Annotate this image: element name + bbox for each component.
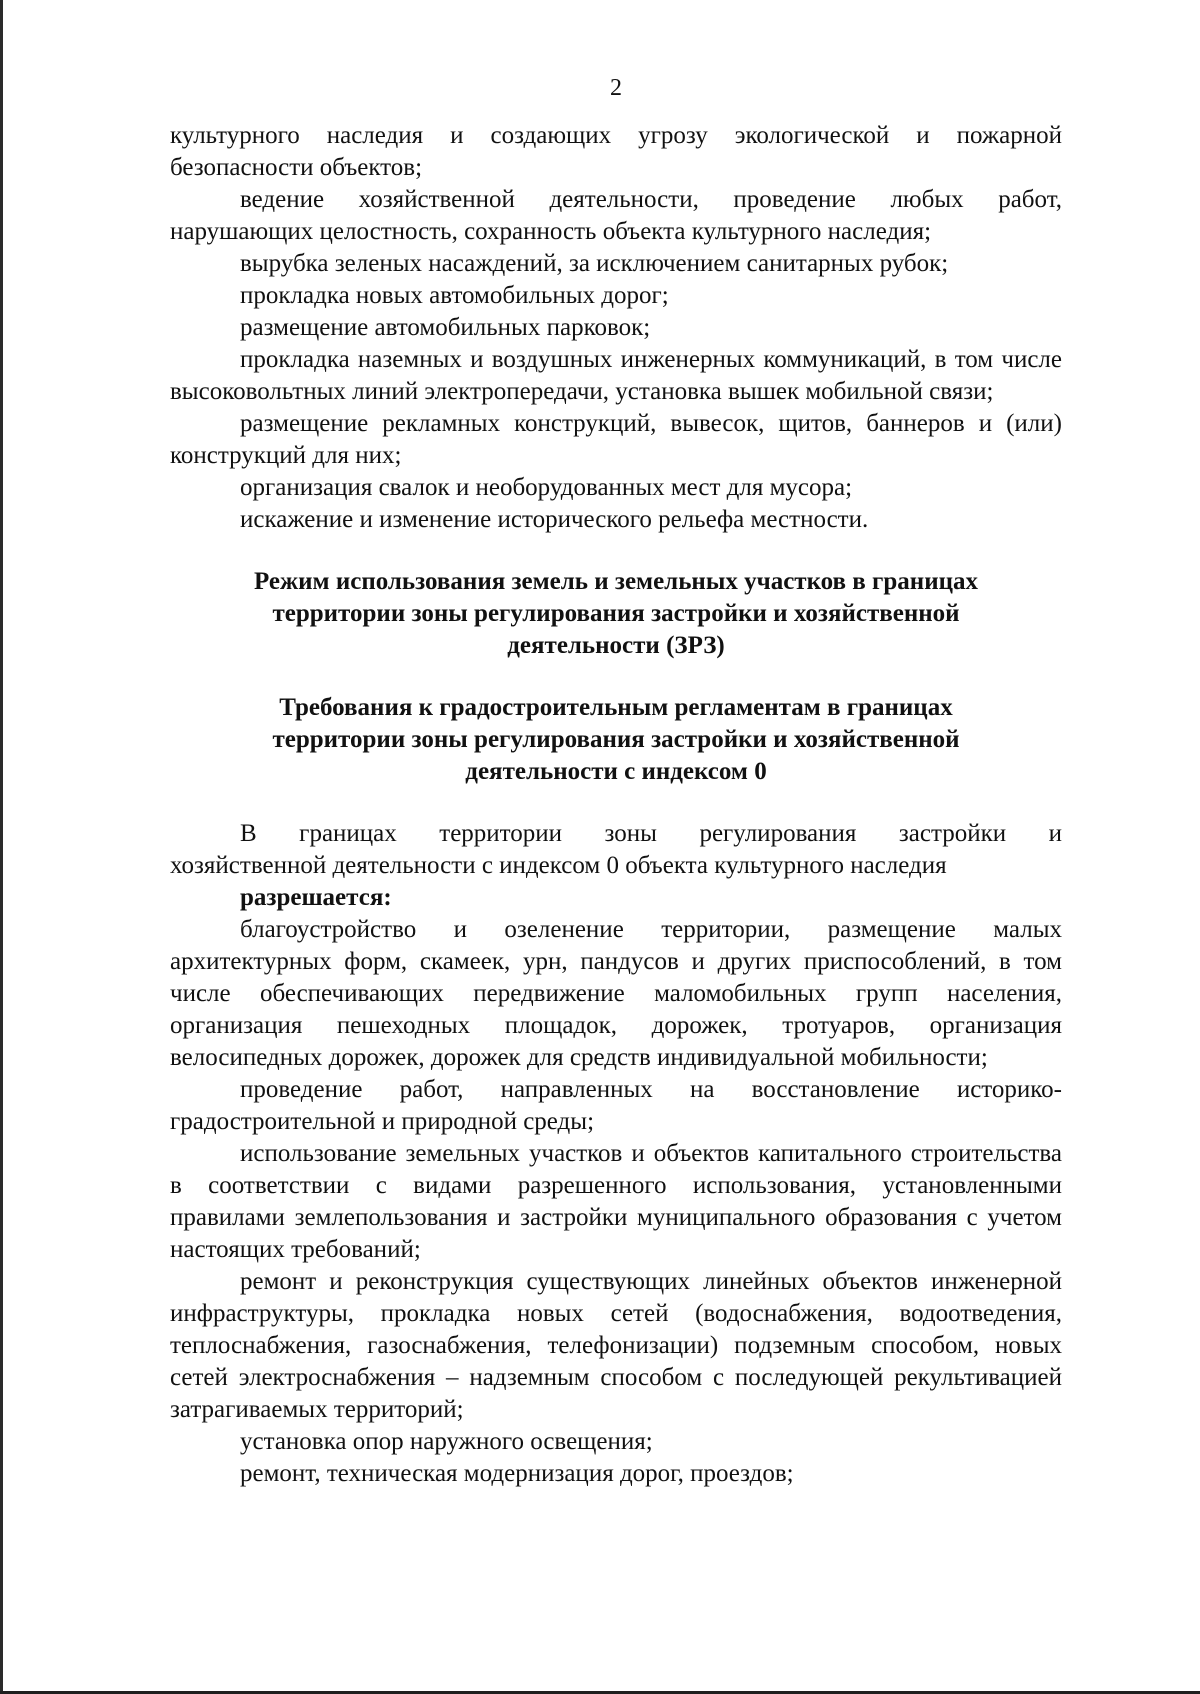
paragraph: ведение хозяйственной деятельности, проведение любых работ, нарушающих целостность, сохранность объекта культурного наследия;	[170, 186, 1062, 245]
heading-line: деятельности с индексом 0	[465, 758, 767, 785]
document-body	[170, 120, 1062, 1490]
spacer	[170, 788, 1062, 818]
scan-edge-left	[0, 0, 3, 1694]
paragraph: ремонт, техническая модернизация дорог, проездов;	[240, 1460, 794, 1487]
paragraph: размещение рекламных конструкций, вывесок, щитов, баннеров и (или) конструкций для них;	[170, 410, 1062, 469]
heading-line: территории зоны регулирования застройки и хозяйственной	[272, 600, 960, 627]
paragraph: использование земельных участков и объектов капитального строительства в соответствии с видами разрешенного использования, установленными правилами землепользования и застройки муниципального образования с учетом настоящих требований;	[170, 1140, 1062, 1263]
page-number: 2	[610, 75, 622, 101]
paragraph: ремонт и реконструкция существующих линейных объектов инженерной инфраструктуры, прокладка новых сетей (водоснабжения, водоотведения, теплоснабжения, газоснабжения, телефонизации) подземным способом, новых сетей электроснабжения – надземным способом с последующей рекультивацией затрагиваемых территорий;	[170, 1268, 1062, 1423]
paragraph: проведение работ, направленных на восстановление историко-градостроительной и природной среды;	[170, 1076, 1062, 1135]
paragraph: искажение и изменение исторического рельефа местности.	[240, 506, 869, 533]
paragraph: вырубка зеленых насаждений, за исключением санитарных рубок;	[240, 250, 949, 277]
heading-line: территории зоны регулирования застройки и хозяйственной	[272, 726, 960, 753]
paragraph: прокладка новых автомобильных дорог;	[240, 282, 669, 309]
spacer	[170, 662, 1062, 692]
intro-line: В границах территории зоны регулирования застройки и	[240, 820, 1062, 847]
intro-line: хозяйственной деятельности с индексом 0 объекта культурного наследия	[170, 852, 947, 879]
section-heading	[170, 566, 1062, 662]
paragraph: благоустройство и озеленение территории, размещение малых архитектурных форм, скамеек, урн, пандусов и других приспособлений, в том числе обеспечивающих передвижение маломобильных групп населения, организация пешеходных площадок, дорожек, тротуаров, организация велосипедных дорожек, дорожек для средств индивидуальной мобильности;	[170, 916, 1062, 1071]
heading-line: деятельности (ЗРЗ)	[507, 632, 725, 659]
paragraph: организация свалок и необорудованных мест для мусора;	[240, 474, 853, 501]
spacer	[170, 536, 1062, 566]
paragraph: размещение автомобильных парковок;	[240, 314, 651, 341]
heading-line: Требования к градостроительным регламентам в границах	[279, 694, 953, 721]
paragraph: установка опор наружного освещения;	[240, 1428, 653, 1455]
subsection-heading	[170, 692, 1062, 788]
paragraph: культурного наследия и создающих угрозу экологической и пожарной безопасности объектов;	[170, 122, 1062, 181]
heading-line: Режим использования земель и земельных участков в границах	[253, 568, 979, 595]
paragraph: прокладка наземных и воздушных инженерных коммуникаций, в том числе высоковольтных линий электропередачи, установка вышек мобильной связи;	[170, 346, 1062, 405]
allowed-label: разрешается:	[240, 884, 392, 911]
